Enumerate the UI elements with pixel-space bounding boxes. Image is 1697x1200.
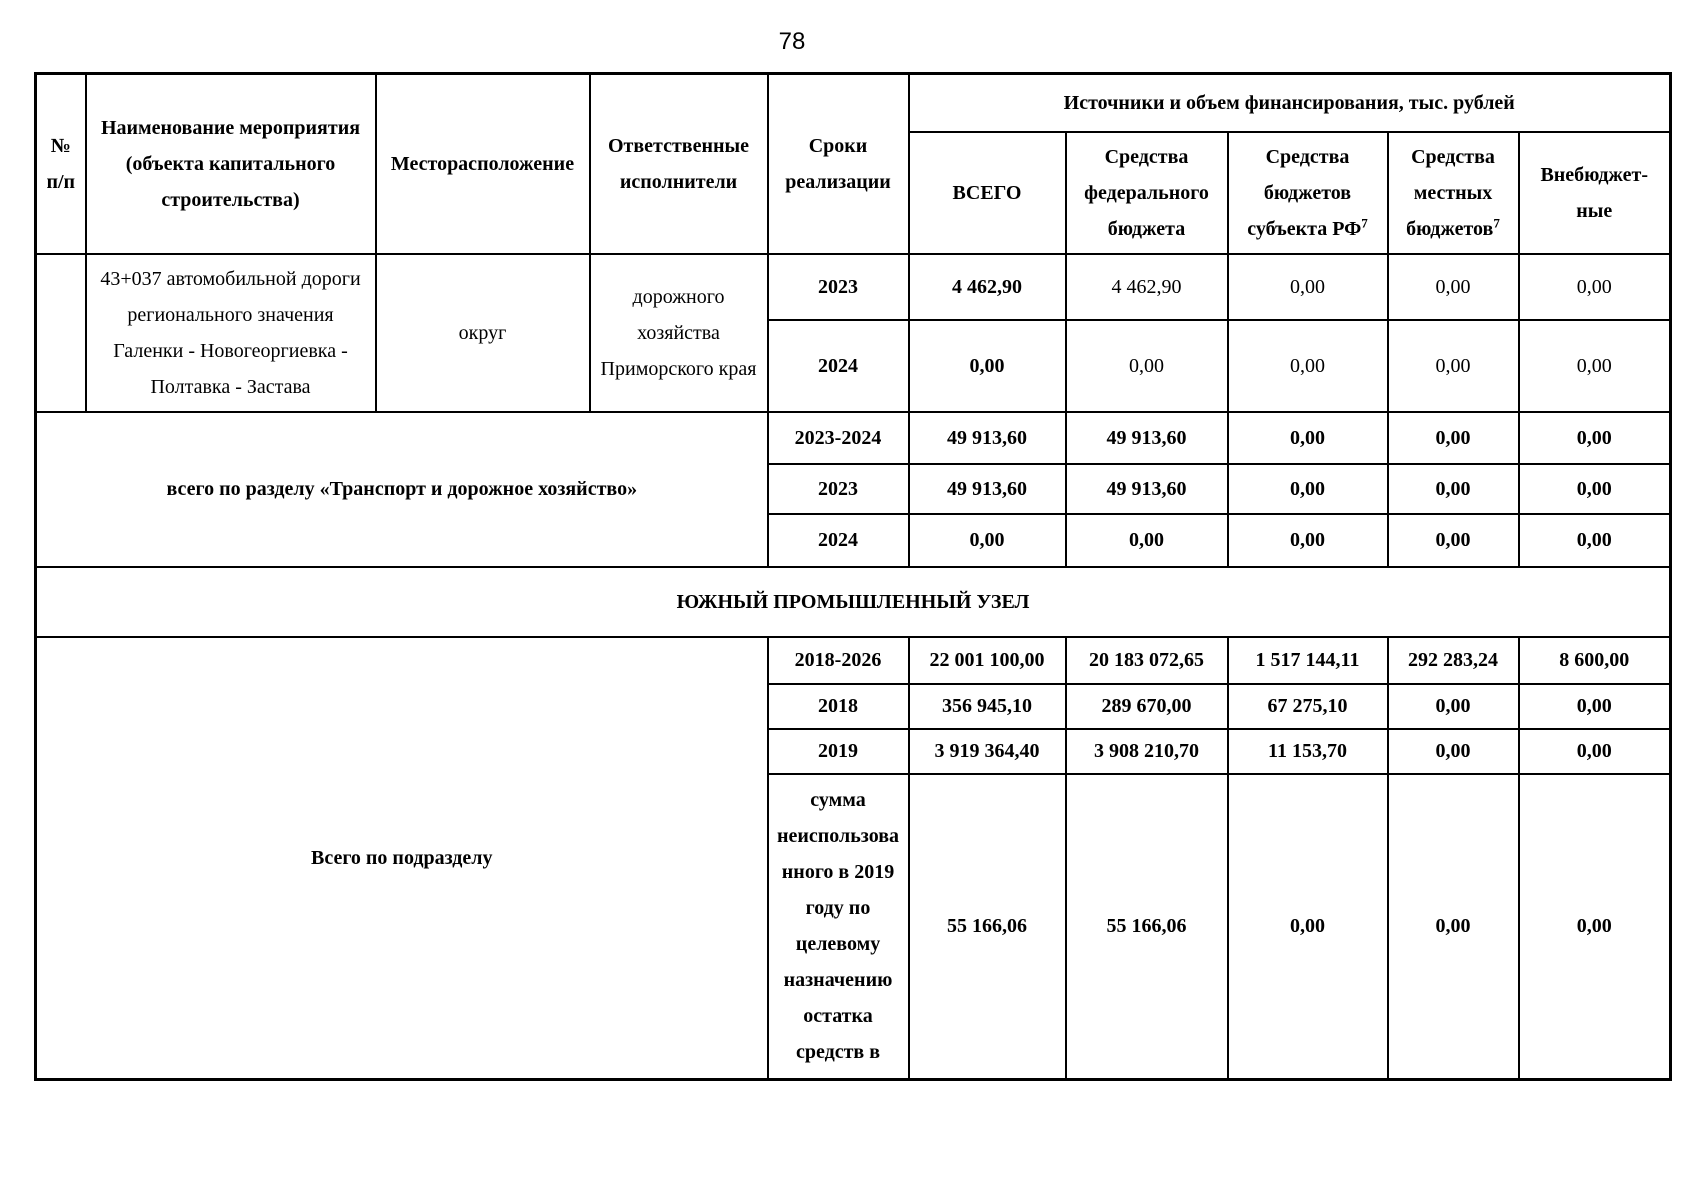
header-subject (1228, 132, 1388, 254)
header-subject-text: Средства бюджетов субъекта РФ (1247, 145, 1362, 240)
value-federal: 49 913,60 (1066, 464, 1228, 514)
term-cell: 2018-2026 (768, 637, 909, 684)
table-row (36, 567, 1671, 637)
page-number: 78 (778, 28, 806, 55)
value-total: 0,00 (909, 514, 1066, 567)
header-local (1388, 132, 1519, 254)
term-cell: 2018 (768, 684, 909, 729)
value-federal: 0,00 (1066, 320, 1228, 412)
value-subject: 67 275,10 (1228, 684, 1388, 729)
value-federal: 289 670,00 (1066, 684, 1228, 729)
value-total: 356 945,10 (909, 684, 1066, 729)
value-federal: 20 183 072,65 (1066, 637, 1228, 684)
footnote-marker: 7 (1493, 214, 1500, 230)
header-financing-group: Источники и объем финансирования, тыс. рублей (909, 74, 1671, 132)
value-subject: 0,00 (1228, 254, 1388, 320)
value-subject: 0,00 (1228, 774, 1388, 1080)
footnote-marker: 7 (1361, 214, 1368, 230)
table-row (36, 254, 1671, 320)
table-row (36, 637, 1671, 684)
header-executors: Ответственные исполнители (590, 74, 768, 254)
value-federal: 3 908 210,70 (1066, 729, 1228, 774)
header-total: ВСЕГО (909, 132, 1066, 254)
value-total: 55 166,06 (909, 774, 1066, 1080)
header-terms: Сроки реализации (768, 74, 909, 254)
value-total: 49 913,60 (909, 464, 1066, 514)
term-cell: 2023 (768, 464, 909, 514)
value-total: 22 001 100,00 (909, 637, 1066, 684)
header-extra: Внебюджет-ные (1519, 132, 1671, 254)
term-cell: 2024 (768, 320, 909, 412)
value-total: 3 919 364,40 (909, 729, 1066, 774)
value-subject: 0,00 (1228, 514, 1388, 567)
header-num: № п/п (36, 74, 86, 254)
value-total: 49 913,60 (909, 412, 1066, 464)
financing-table (34, 72, 1672, 1081)
term-cell: 2023-2024 (768, 412, 909, 464)
value-extra: 8 600,00 (1519, 637, 1671, 684)
section-total-label: всего по разделу «Транспорт и дорожное хозяйство» (36, 412, 768, 567)
term-cell: сумма неиспользованного в 2019 году по целевому назначению остатка средств в (768, 774, 909, 1080)
term-cell: 2023 (768, 254, 909, 320)
value-federal: 0,00 (1066, 514, 1228, 567)
subsection-total-label: Всего по подразделу (36, 637, 768, 1080)
table-row (36, 412, 1671, 464)
name-cell: 43+037 автомобильной дороги регионального значения Галенки - Новогеоргиевка - Полтавка - Застава (86, 254, 376, 412)
value-extra: 0,00 (1519, 774, 1671, 1080)
header-federal: Средства федерального бюджета (1066, 132, 1228, 254)
value-local: 0,00 (1388, 514, 1519, 567)
value-local: 0,00 (1388, 412, 1519, 464)
value-extra: 0,00 (1519, 514, 1671, 567)
value-local: 0,00 (1388, 320, 1519, 412)
value-extra: 0,00 (1519, 412, 1671, 464)
value-subject: 0,00 (1228, 320, 1388, 412)
value-subject: 0,00 (1228, 412, 1388, 464)
value-federal: 49 913,60 (1066, 412, 1228, 464)
term-cell: 2019 (768, 729, 909, 774)
location-cell: округ (376, 254, 590, 412)
value-total: 4 462,90 (909, 254, 1066, 320)
section-header: ЮЖНЫЙ ПРОМЫШЛЕННЫЙ УЗЕЛ (36, 567, 1671, 637)
value-extra: 0,00 (1519, 684, 1671, 729)
value-subject: 11 153,70 (1228, 729, 1388, 774)
value-subject: 0,00 (1228, 464, 1388, 514)
value-local: 0,00 (1388, 254, 1519, 320)
num-cell (36, 254, 86, 412)
value-local: 292 283,24 (1388, 637, 1519, 684)
value-local: 0,00 (1388, 684, 1519, 729)
value-total: 0,00 (909, 320, 1066, 412)
executor-cell: дорожного хозяйства Приморского края (590, 254, 768, 412)
header-local-text: Средства местных бюджетов (1406, 145, 1495, 240)
value-local: 0,00 (1388, 774, 1519, 1080)
value-local: 0,00 (1388, 729, 1519, 774)
header-name: Наименование мероприятия (объекта капитального строительства) (86, 74, 376, 254)
value-extra: 0,00 (1519, 464, 1671, 514)
value-federal: 4 462,90 (1066, 254, 1228, 320)
value-local: 0,00 (1388, 464, 1519, 514)
term-cell: 2024 (768, 514, 909, 567)
value-federal: 55 166,06 (1066, 774, 1228, 1080)
value-extra: 0,00 (1519, 729, 1671, 774)
value-extra: 0,00 (1519, 320, 1671, 412)
value-subject: 1 517 144,11 (1228, 637, 1388, 684)
value-extra: 0,00 (1519, 254, 1671, 320)
header-location: Месторасположение (376, 74, 590, 254)
